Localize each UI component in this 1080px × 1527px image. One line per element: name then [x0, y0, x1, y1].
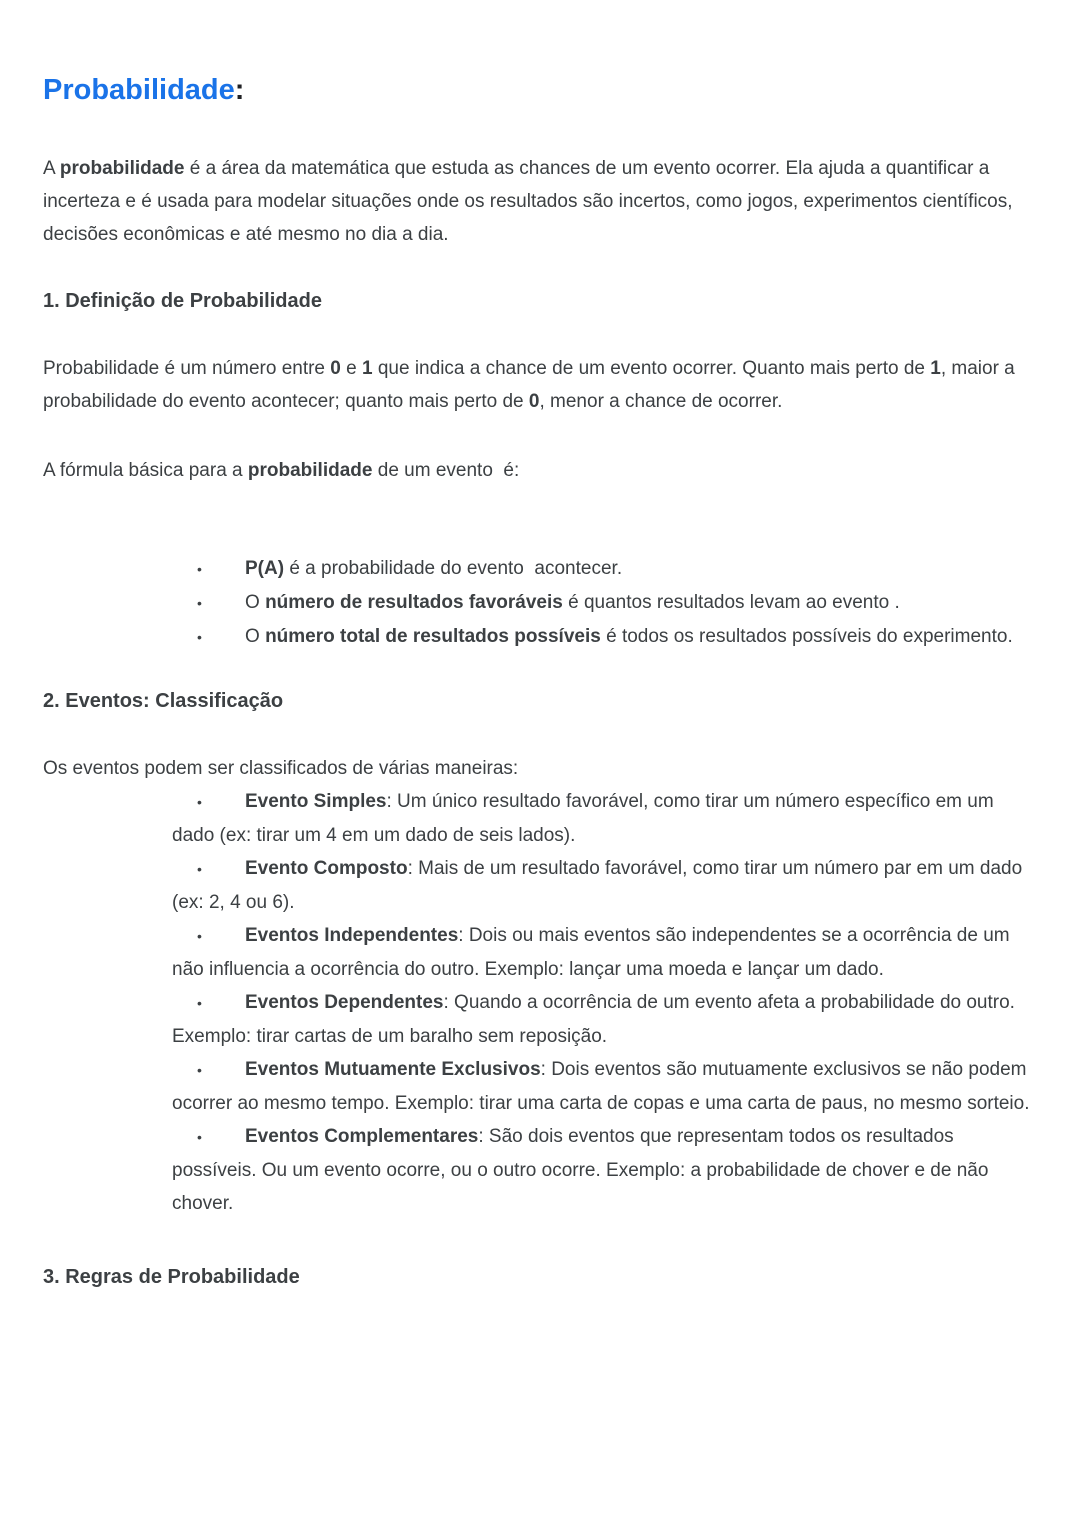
list-item [43, 919, 1037, 986]
bullet-icon: • [197, 995, 202, 1011]
list-item [43, 552, 1037, 586]
list-item [43, 986, 1037, 1053]
text: é quantos resultados levam ao evento . [562, 592, 900, 613]
bold-text: : [234, 74, 245, 106]
bold-text: número total de resultados possíveis [265, 626, 601, 647]
text: : Dois eventos são mutuamente exclusivos se não podem ocorrer ao mesmo tempo. Exemplo: tirar uma carta de copas e uma carta de paus, no mesmo sorteio. [172, 1059, 1032, 1114]
text: : Mais de um resultado favorável, como tirar um número par em um dado (ex: 2, 4 ou 6). [172, 858, 1028, 913]
text: : São dois eventos que representam todos os resultados possíveis. Ou um evento ocorre, ou o outro ocorre. Exemplo: a probabilidade de chover e de não chover. [172, 1126, 994, 1214]
bold-text: 1 [930, 358, 941, 379]
bullet-icon: • [197, 1129, 202, 1145]
bold-text: Eventos Independentes [245, 925, 459, 946]
bold-text: probabilidade [59, 158, 185, 179]
text: : Um único resultado favorável, como tirar um número específico em um dado (ex: tirar um 4 em um dado de seis lados). [172, 791, 999, 846]
list-item [43, 1120, 1037, 1220]
bullet-icon: • [197, 561, 202, 577]
text: Probabilidade é um número entre [43, 358, 331, 379]
bold-text: probabilidade [247, 460, 373, 481]
section-1-paragraph-2 [43, 454, 1037, 487]
bullet-icon: • [197, 861, 202, 877]
bullet-icon: • [197, 928, 202, 944]
page-title [43, 0, 1037, 108]
section-2-paragraph-1 [43, 752, 1037, 785]
bold-text: Eventos Dependentes [245, 992, 444, 1013]
bold-text: Probabilidade [43, 74, 235, 106]
text: , maior a probabilidade do evento acontecer; quanto mais perto de [43, 358, 1021, 412]
section-1-paragraph-1 [43, 352, 1037, 418]
list-item [43, 620, 1037, 654]
section-2-heading: 2. Eventos: Classificação [43, 690, 284, 712]
text: O [245, 592, 266, 613]
bold-text: 1 [362, 358, 373, 379]
text: é a probabilidade do evento acontecer. [284, 558, 623, 579]
text: , menor a chance de ocorrer. [539, 391, 783, 412]
list-item [43, 1053, 1037, 1120]
text: O [245, 626, 266, 647]
bullet-icon: • [197, 629, 202, 645]
bullet-icon: • [197, 1062, 202, 1078]
text: A [43, 158, 60, 179]
formula-terms-list [43, 552, 1037, 654]
event-types-list [43, 785, 1037, 1220]
text: : Quando a ocorrência de um evento afeta a probabilidade do outro. Exemplo: tirar cartas de um baralho sem reposição. [172, 992, 1021, 1047]
bold-text: 0 [528, 391, 540, 412]
bold-text: número de resultados favoráveis [265, 592, 563, 613]
bullet-icon: • [197, 595, 202, 611]
text: A fórmula básica para a [43, 460, 248, 481]
text: de um evento é: [372, 460, 520, 481]
text: Os eventos podem ser classificados de várias maneiras: [43, 758, 519, 779]
bold-text: Eventos Mutuamente Exclusivos [245, 1059, 541, 1080]
bullet-icon: • [197, 794, 202, 810]
text: que indica a chance de um evento ocorrer. Quanto mais perto de [372, 358, 931, 379]
bold-text: Evento Composto [245, 858, 408, 879]
section-3-heading: 3. Regras de Probabilidade [43, 1266, 300, 1288]
list-item [43, 852, 1037, 919]
bold-text: Eventos Complementares [245, 1126, 479, 1147]
bold-text: P(A) [245, 558, 285, 579]
list-item [43, 586, 1037, 620]
section-1-heading: 1. Definição de Probabilidade [43, 290, 322, 312]
intro-paragraph [43, 152, 1037, 251]
text: : Dois ou mais eventos são independentes se a ocorrência de um não influencia a ocorrência do outro. Exemplo: lançar uma moeda e lançar um dado. [172, 925, 1015, 980]
text: e [340, 358, 362, 379]
text: é todos os resultados possíveis do experimento. [600, 626, 1013, 647]
bold-text: Evento Simples [245, 791, 387, 812]
text: é a área da matemática que estuda as chances de um evento ocorrer. Ela ajuda a quantificar a incerteza e é usada para modelar situações onde os resultados são incertos, como jogos, experimentos científicos, decisões econômicas e até mesmo no dia a dia. [43, 158, 1018, 245]
list-item [43, 785, 1037, 852]
bold-text: 0 [330, 358, 341, 379]
